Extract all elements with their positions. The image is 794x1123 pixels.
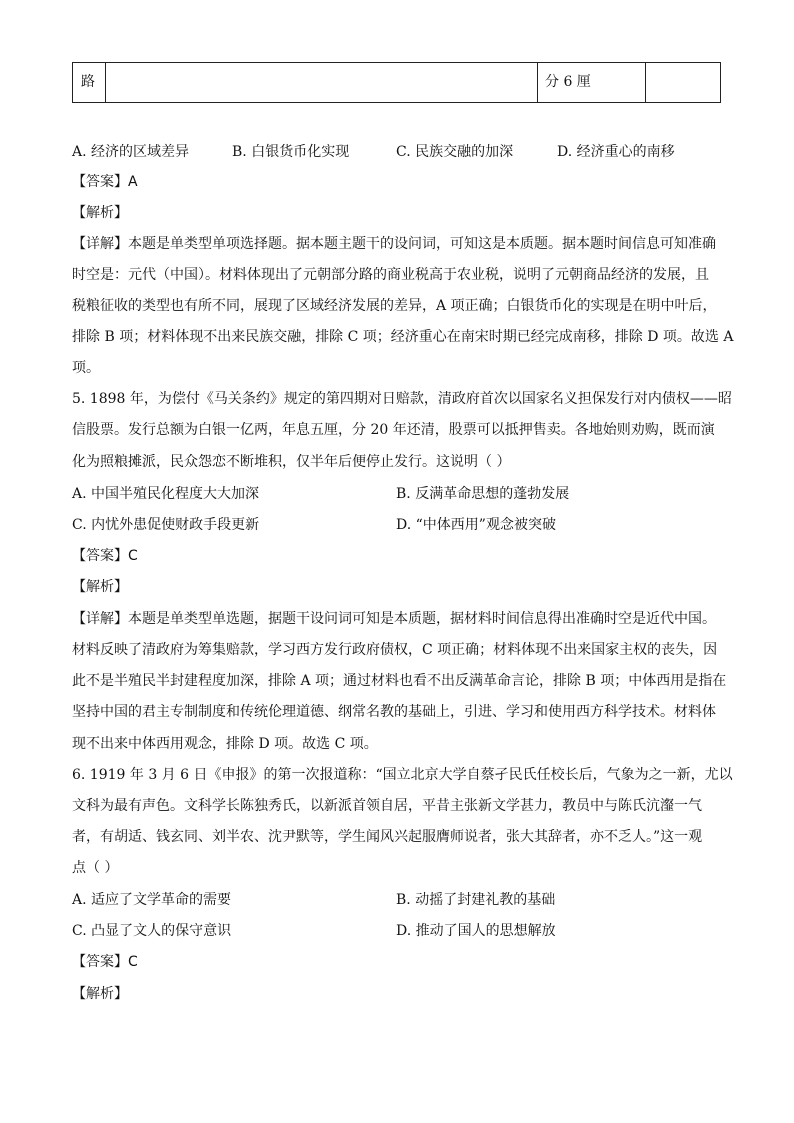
table-cell: 分 6 厘: [538, 63, 646, 102]
q4-analysis-label: 【解析】: [72, 205, 128, 221]
q4-detail-line: 排除 B 项；材料体现不出来民族交融，排除 C 项；经济重心在南宋时期已经完成南移，排除 D 项。故选 A: [72, 329, 734, 345]
q6-stem-line: 点（ ）: [72, 860, 119, 876]
q5-detail-line: 此不是半殖民半封建程度加深，排除 A 项；通过材料也看不出反满革命言论，排除 B 项；中体西用是指在: [72, 673, 727, 689]
q6-analysis-label: 【解析】: [72, 986, 128, 1002]
q4-detail-line: 项。: [72, 360, 100, 376]
table-cell: [106, 63, 538, 102]
q5-analysis-label: 【解析】: [72, 579, 128, 595]
q6-stem-line: 文科为最有声色。文科学长陈独秀氏，以新派首领自居，平昔主张新文学甚力，教员中与陈氏沆瀣一气: [72, 798, 702, 814]
q4-detail-line: 时空是：元代（中国）。材料体现出了元朝部分路的商业税高于农业税，说明了元朝商品经济的发展，且: [72, 267, 709, 283]
q5-detail-line: 现不出来中体西用观念，排除 D 项。故选 C 项。: [72, 736, 378, 752]
q6-option-b: B. 动摇了封建礼教的基础: [396, 892, 556, 908]
q4-detail-line: 【详解】本题是单类型单项选择题。据本题主题干的设问词，可知这是本质题。据本题时间信息可知准确: [72, 236, 716, 252]
q5-answer: 【答案】C: [72, 548, 138, 564]
q4-option-b: B. 白银货币化实现: [232, 144, 350, 160]
q5-stem-line: 信股票。发行总额为白银一亿两，年息五厘，分 20 年还清，股票可以抵押售卖。各地始则劝购，既而演: [72, 422, 715, 438]
q6-option-a: A. 适应了文学革命的需要: [72, 892, 232, 908]
q4-option-d: D. 经济重心的南移: [557, 144, 675, 160]
q6-option-c: C. 凸显了文人的保守意识: [72, 923, 232, 939]
q5-stem-line: 5. 1898 年，为偿付《马关条约》规定的第四期对日赔款，清政府首次以国家名义担保发行对内债权——昭: [72, 391, 732, 407]
q5-stem-line: 化为照粮摊派，民众怨恋不断堆积，仅半年后便停止发行。这说明（ ）: [72, 454, 511, 470]
q4-option-c: C. 民族交融的加深: [396, 144, 514, 160]
q5-option-d: D. “中体西用”观念被突破: [396, 517, 556, 533]
q5-option-c: C. 内忧外患促使财政手段更新: [72, 517, 260, 533]
q6-answer: 【答案】C: [72, 954, 138, 970]
q4-detail-line: 税粮征收的类型也有所不同，展现了区域经济发展的差异，A 项正确；白银货币化的实现是在明中叶后，: [72, 298, 717, 314]
fragment-table: [72, 62, 721, 103]
q4-option-a: A. 经济的区域差异: [72, 144, 190, 160]
q5-option-a: A. 中国半殖民化程度大大加深: [72, 486, 260, 502]
q6-option-d: D. 推动了国人的思想解放: [396, 923, 556, 939]
q6-stem-line: 6. 1919 年 3 月 6 日《申报》的第一次报道称：“国立北京大学自蔡孑民氏任校长后，气象为之一新，尤以: [72, 767, 733, 783]
q5-detail-line: 坚持中国的君主专制制度和传统伦理道德、纲常名教的基础上，引进、学习和使用西方科学技术。材料体: [72, 704, 716, 720]
q5-option-b: B. 反满革命思想的蓬勃发展: [396, 486, 570, 502]
q4-answer: 【答案】A: [72, 174, 138, 190]
q6-stem-line: 者，有胡适、钱玄同、刘半农、沈尹默等，学生闻风兴起服膺师说者，张大其辞者，亦不乏人。”这一观: [72, 829, 703, 845]
q5-detail-line: 材料反映了清政府为筹集赔款，学习西方发行政府债权，C 项正确；材料体现不出来国家主权的丧失，因: [72, 642, 718, 658]
q5-detail-line: 【详解】本题是单类型单选题，据题干设问词可知是本质题，据材料时间信息得出准确时空是近代中国。: [72, 611, 716, 627]
table-cell: [646, 63, 720, 102]
table-cell: 路: [73, 63, 106, 102]
